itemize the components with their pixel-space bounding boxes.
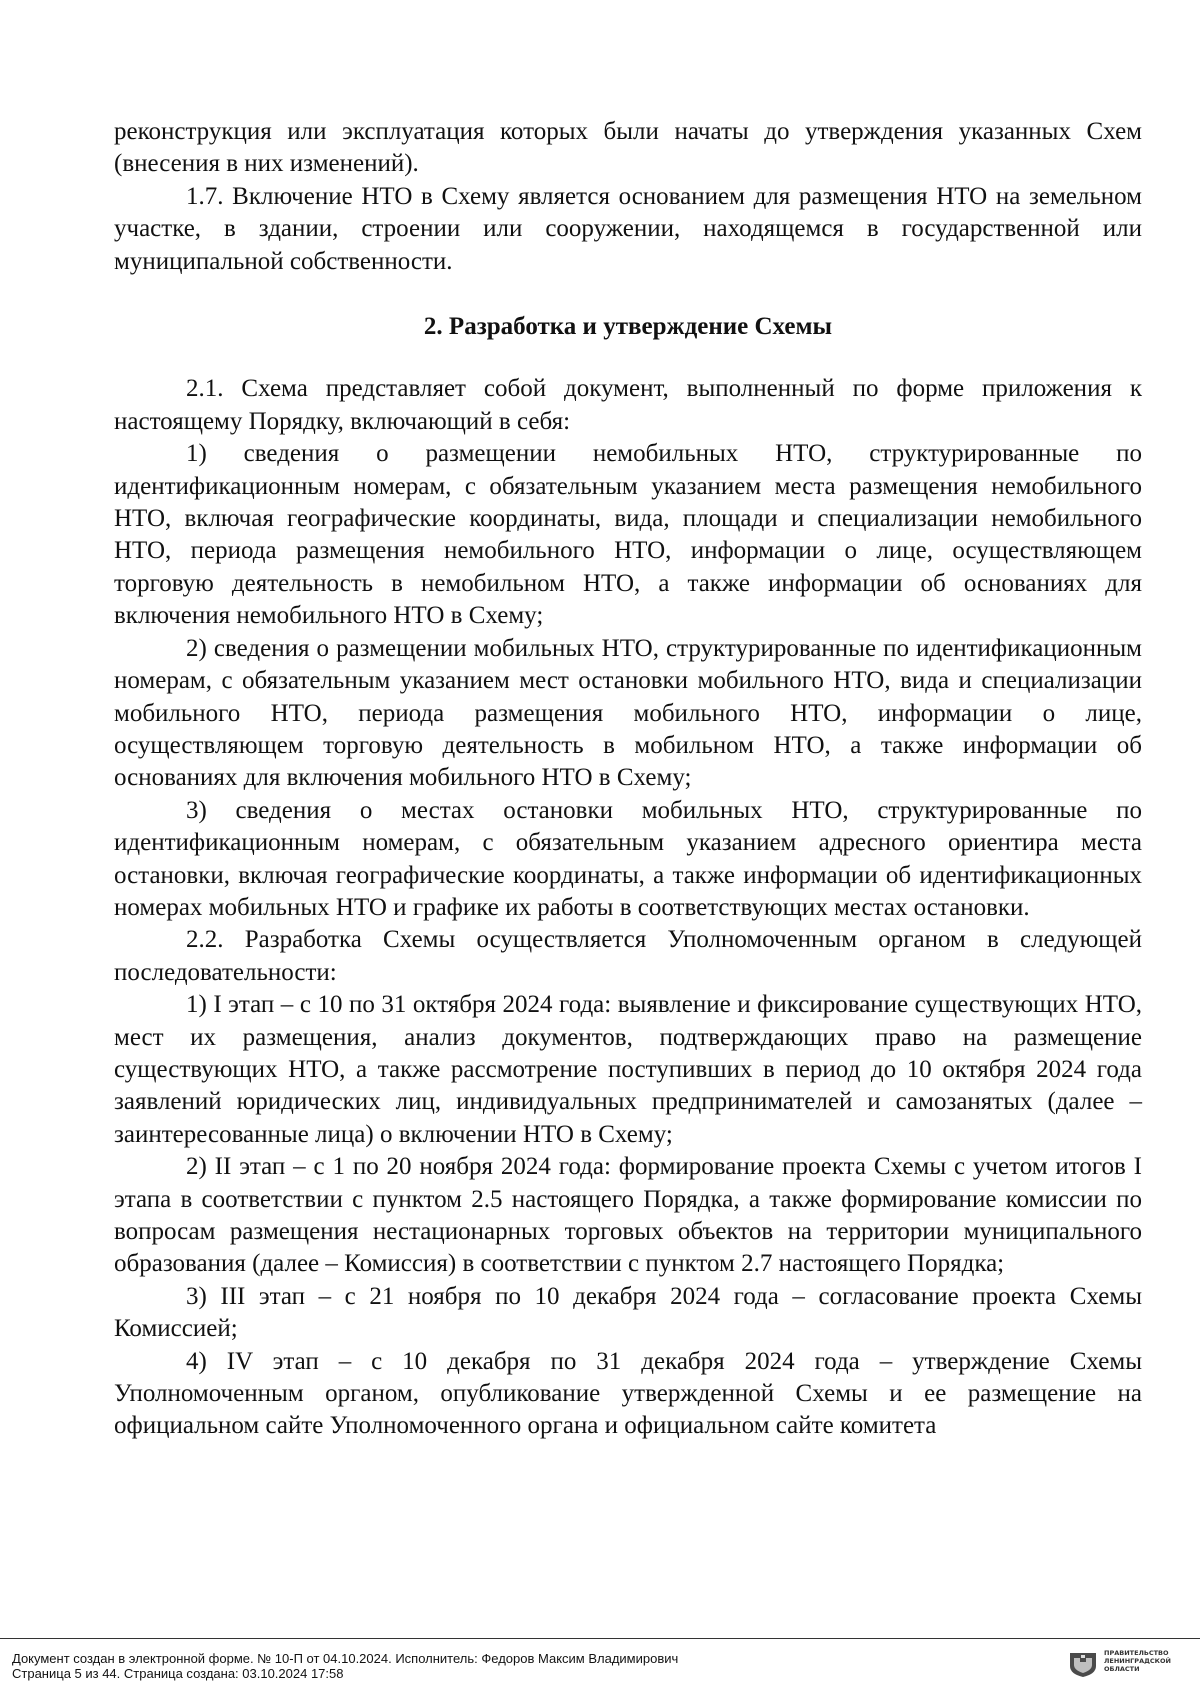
paragraph-1-7: 1.7. Включение НТО в Схему является основанием для размещения НТО на земельном участке, в здании, строении или сооружении, находящемся в государственной или муниципальной собственности. — [114, 182, 1142, 275]
list-item-2-2-4: 4) IV этап – с 10 декабря по 31 декабря 2024 года – утверждение Схемы Уполномоченным органом, опубликование утвержденной Схемы и ее размещение на официальном сайте Уполномоченного органа и официальном сайте комитета — [114, 1347, 1142, 1440]
document-page — [114, 116, 1142, 1443]
paragraph-2-1: 2.1. Схема представляет собой документ, выполненный по форме приложения к настоящему Порядку, включающий в себя: — [114, 375, 1142, 435]
list-item-2-2-2: 2) II этап – с 1 по 20 ноября 2024 года: формирование проекта Схемы с учетом итогов I этапа в соответствии с пунктом 2.5 настоящего Порядка, а также формирование комиссии по вопросам размещения нестационарных торговых объектов на территории муниципального образования (далее – Комиссия) в соответствии с пунктом 2.7 настоящего Порядка; — [114, 1153, 1142, 1278]
list-item-2-2-1: 1) I этап – с 10 по 31 октября 2024 года: выявление и фиксирование существующих НТО, мест их размещения, анализ документов, подтверждающих право на размещение существующих НТО, а также рассмотрение поступивших в период до 10 октября 2024 года заявлений юридических лиц, индивидуальных предпринимателей и самозанятых (далее – заинтересованные лица) о включении НТО в Схему; — [114, 991, 1142, 1148]
logo-caption: ПРАВИТЕЛЬСТВО ЛЕНИНГРАДСКОЙ ОБЛАСТИ — [1104, 1649, 1171, 1673]
footer-divider — [0, 1638, 1200, 1639]
list-item-2-1-1: 1) сведения о размещении немобильных НТО, структурированные по идентификационным номерам, с обязательным указанием места размещения немобильного НТО, включая географические координаты, вида, площади и специализации немобильного НТО, периода размещения немобильного НТО, информации о лице, осуществляющем торговую деятельность в немобильном НТО, а также информации об основаниях для включения немобильного НТО в Схему; — [114, 440, 1142, 630]
list-item-2-2-3: 3) III этап – с 21 ноября по 10 декабря 2024 года – согласование проекта Схемы Комиссией; — [114, 1282, 1142, 1343]
footer-page-info: Страница 5 из 44. Страница создана: 03.10.2024 17:58 — [12, 1666, 344, 1681]
footer-info — [12, 1651, 678, 1681]
coat-of-arms-icon — [1068, 1650, 1098, 1678]
section-heading: 2. Разработка и утверждение Схемы — [423, 313, 833, 341]
paragraph-2-2: 2.2. Разработка Схемы осуществляется Уполномоченным органом в следующей последовательности: — [114, 926, 1142, 986]
document-footer — [0, 1631, 1200, 1698]
paragraph-continuation: реконструкция или эксплуатация которых были начаты до утверждения указанных Схем (внесения в них изменений). — [114, 118, 1142, 178]
list-item-2-1-2: 2) сведения о размещении мобильных НТО, структурированные по идентификационным номерам, с обязательным указанием мест остановки мобильного НТО, вида и специализации мобильного НТО, периода размещения мобильного НТО, информации о лице, осуществляющем торговую деятельность в мобильном НТО, а также информации об основаниях для включения мобильного НТО в Схему; — [114, 634, 1142, 792]
list-item-2-1-3: 3) сведения о местах остановки мобильных НТО, структурированные по идентификационным номерам, с обязательным указанием адресного ориентира места остановки, включая географические координаты, а также информации об идентификационных номерах мобильных НТО и графике их работы в соответствующих местах остановки. — [114, 796, 1142, 921]
government-logo — [1068, 1647, 1188, 1681]
footer-document-info: Документ создан в электронной форме. № 10-П от 04.10.2024. Исполнитель: Федоров Максим Владимирович — [12, 1651, 679, 1666]
